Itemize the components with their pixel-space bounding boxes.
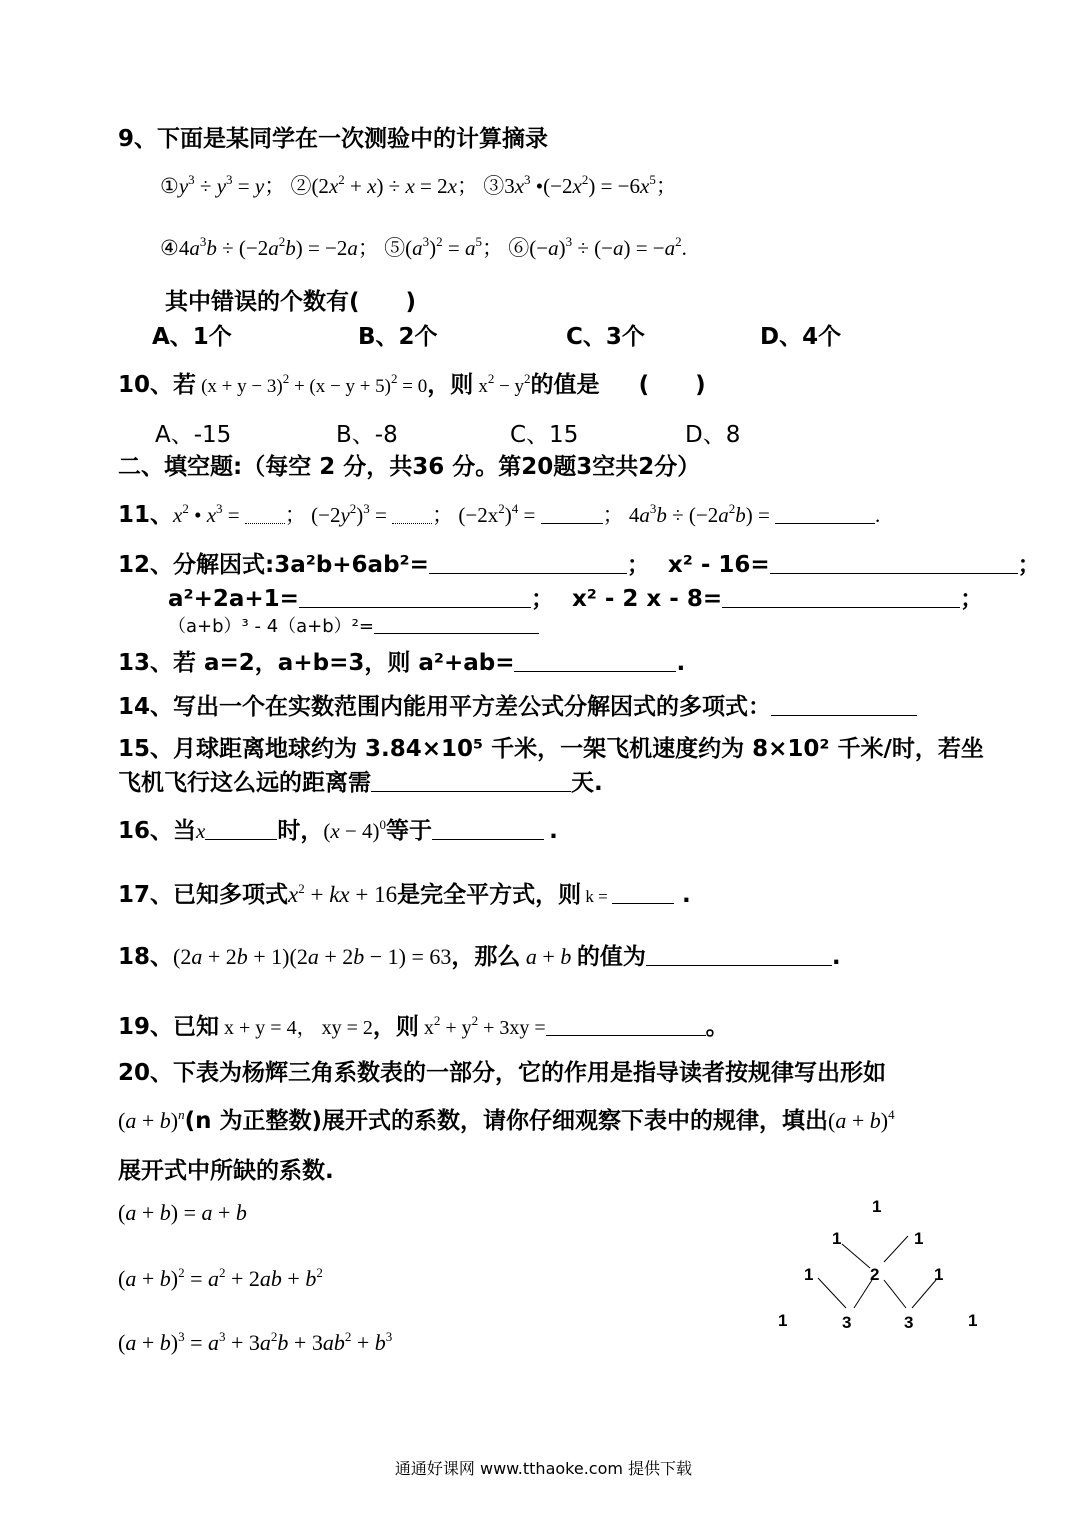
- triangle-line: [884, 1236, 908, 1262]
- q13-text: 13、若 a=2，a+b=3，则 a²+ab=: [118, 650, 515, 676]
- q12-label: 12、分解因式:: [118, 552, 275, 578]
- choice-mark: ②: [290, 174, 312, 198]
- q18-mid: ，那么: [451, 944, 521, 970]
- pascal-triangle: [760, 1190, 995, 1340]
- q12-line1: 12、分解因式:3a²b+6ab²= ； x² - 16= ；: [118, 552, 1041, 578]
- q14-line: [118, 688, 917, 721]
- q9-prompt: 其中错误的个数有( ): [165, 289, 417, 315]
- q15-line2: [118, 764, 603, 797]
- q17-line: 17、已知多项式$x^2$ + kx + 16是完全平方式，则 k = .: [118, 881, 691, 908]
- q19-label: 19、已知: [118, 1014, 220, 1040]
- q9-line2: $④4a^3b \div (-2a^2b) = -2a$； $⑤(a^3)^2 = a^5$； $⑥(-a)^3 \div (-a) = -a^2$.: [160, 234, 687, 260]
- q9-option-d: D、4个: [760, 324, 842, 350]
- q19-mid: ，则: [372, 1014, 419, 1040]
- q10-option-d: D、8: [685, 422, 741, 448]
- q10-line: [118, 366, 706, 399]
- triangle-r3-2: 2: [870, 1265, 880, 1284]
- q15-blank[interactable]: [371, 771, 571, 792]
- q17-mid: 是完全平方式，则: [397, 882, 582, 908]
- triangle-line: [854, 1280, 872, 1308]
- page-footer: 通通好课网 www.tthaoke.com 提供下载: [394, 1459, 693, 1478]
- expansion-3: $(a + b)^3 = a^3 + 3a^2b + 3ab^2 + b^3$: [118, 1329, 393, 1355]
- q9-option-b: B、2个: [358, 324, 438, 350]
- q11-blank-1[interactable]: [245, 503, 285, 524]
- triangle-r4-1: 1: [778, 1311, 788, 1330]
- q14-blank[interactable]: [771, 695, 917, 716]
- q12-blank-3[interactable]: [299, 587, 531, 608]
- triangle-r4-4: 1: [968, 1311, 978, 1330]
- q11-line: 11、$x^2$ • $x^3$ = ； $(-2y^2)^3$ = ； $(-2x^2)^4$ = ； $4a^3b \div (-2a^2b)$ = .: [118, 501, 881, 528]
- q10-mid: ，则: [427, 372, 474, 398]
- q12-expr-1: 3a²b+6ab²=: [274, 552, 429, 578]
- section-2-heading: 二、填空题:（每空 2 分，共36 分。第20题3空共2分）: [118, 454, 701, 480]
- triangle-line: [912, 1280, 936, 1308]
- choice-mark: ④: [160, 236, 179, 260]
- q15-text-b: 天.: [571, 770, 603, 796]
- q10-target: $x^2 - y^2$: [478, 371, 531, 397]
- triangle-r4-2: 3: [842, 1313, 852, 1332]
- q18-label: 18、: [118, 944, 174, 970]
- q16-tail: 等于: [386, 818, 433, 844]
- q14-text: 14、写出一个在实数范围内能用平方差公式分解因式的多项式：: [118, 694, 772, 720]
- q20-line2: $(a + b)^n(n$ 为正整数)展开式的系数，请你仔细观察下表中的规律，填出$(a + b)^4$: [118, 1107, 895, 1134]
- q18-blank[interactable]: [646, 945, 832, 966]
- q12-blank-5[interactable]: [374, 613, 539, 634]
- triangle-r1-1: 1: [872, 1197, 882, 1216]
- q10-expr: $(x + y - 3)^2 + (x - y + 5)^2 = 0$: [201, 371, 428, 397]
- q10-option-a: A、-15: [155, 422, 232, 448]
- q16-blank-2[interactable]: [432, 819, 544, 840]
- q10-label: 10、若: [118, 372, 197, 398]
- q20-text: (n 为正整数)展开式的系数，请你仔细观察下表中的规律，填出: [184, 1108, 828, 1134]
- triangle-r3-1: 1: [804, 1265, 814, 1284]
- triangle-r2-2: 1: [914, 1229, 924, 1248]
- q16-blank-1[interactable]: [205, 819, 277, 840]
- q12-expr-5: （a+b）³ - 4（a+b）²=: [168, 616, 374, 637]
- q12-blank-2[interactable]: [770, 553, 1018, 574]
- choice-mark: ⑤: [384, 236, 406, 260]
- q15-line1: 15、月球距离地球约为 3.84×10⁵ 千米，一架飞机速度约为 8×10² 千米/时，若坐: [118, 736, 984, 762]
- q19-blank[interactable]: [546, 1015, 706, 1036]
- q10-tail: 的值是: [530, 372, 600, 398]
- q9-option-c: C、3个: [566, 324, 645, 350]
- expansion-2: $(a + b)^2 = a^2 + 2ab + b^2$: [118, 1265, 323, 1291]
- q11-blank-2[interactable]: [392, 503, 432, 524]
- q9-line1: $①y^3 \div y^3 = y$； $②(2x^2 + x) \div x = 2x$； $③3x^3$ $•(-2x^2) = -6x^5$；: [160, 172, 677, 198]
- triangle-line: [842, 1244, 870, 1268]
- q9-stem: 9、下面是某同学在一次测验中的计算摘录: [118, 126, 549, 152]
- q19-line: 19、已知 x + y = 4， xy = 2，则 $x^2 + y^2 + 3xy$ = 。: [118, 1013, 729, 1040]
- q10-option-c: C、15: [510, 422, 579, 448]
- q12-expr-4: x² - 2 x - 8=: [571, 586, 723, 612]
- q18-tail: 的值为: [576, 944, 646, 970]
- choice-mark: ①: [160, 174, 179, 198]
- q15-text-a: 飞机飞行这么远的距离需: [118, 770, 371, 796]
- q16-label: 16、当: [118, 818, 197, 844]
- triangle-r2-1: 1: [832, 1229, 842, 1248]
- q20-line1: 20、下表为杨辉三角系数表的一部分，它的作用是指导读者按规律写出形如: [118, 1060, 887, 1086]
- q12-line2: a²+2a+1= ； x² - 2 x - 8= ；: [168, 586, 984, 612]
- q17-blank[interactable]: [612, 883, 674, 904]
- triangle-r4-3: 3: [904, 1313, 914, 1332]
- q16-mid: 时，: [277, 818, 324, 844]
- expansion-1: (a + b) = a + b: [118, 1200, 247, 1225]
- q20-line3: 展开式中所缺的系数.: [118, 1158, 334, 1184]
- q18-line: 18、(2a + 2b + 1)(2a + 2b − 1) = 63，那么 a + b 的值为 .: [118, 944, 841, 970]
- q13-blank[interactable]: [514, 651, 676, 672]
- q12-expr-2: x² - 16=: [667, 552, 770, 578]
- q13-line: 13、若 a=2，a+b=3，则 a²+ab= .: [118, 650, 686, 676]
- choice-mark: ⑥: [508, 236, 530, 260]
- q12-line3: [168, 612, 539, 638]
- triangle-line: [884, 1280, 906, 1308]
- q11-blank-3[interactable]: [541, 503, 603, 524]
- q11-label: 11、: [118, 502, 174, 528]
- q12-blank-1[interactable]: [429, 553, 627, 574]
- choice-mark: ③: [483, 174, 505, 198]
- q10-option-b: B、-8: [336, 422, 398, 448]
- triangle-line: [818, 1278, 846, 1308]
- q10-paren: ( ): [638, 372, 706, 398]
- triangle-r3-3: 1: [934, 1265, 944, 1284]
- q17-label: 17、已知多项式: [118, 882, 289, 908]
- q16-line: 16、当x 时，$(x - 4)^0$等于 .: [118, 817, 558, 844]
- q12-blank-4[interactable]: [722, 587, 960, 608]
- q9-option-a: A、1个: [152, 324, 232, 350]
- q11-blank-4[interactable]: [775, 503, 875, 524]
- q12-expr-3: a²+2a+1=: [168, 586, 299, 612]
